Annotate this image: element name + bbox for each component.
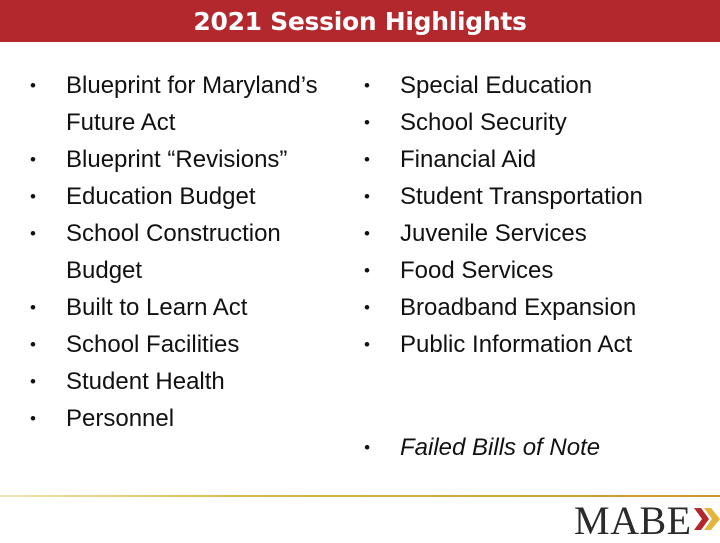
list-item: • Personnel	[24, 400, 360, 437]
left-bullet-list	[24, 67, 360, 437]
slide-title: 2021 Session Highlights	[193, 6, 527, 36]
logo-text: MABE	[574, 498, 692, 543]
list-item: • Food Services	[358, 252, 698, 289]
list-item: • School Facilities	[24, 326, 360, 363]
footer-divider	[0, 495, 720, 497]
list-item: • Juvenile Services	[358, 215, 698, 252]
arrow-chevron-icon	[694, 504, 720, 539]
list-item: • Student Health	[24, 363, 360, 400]
list-item: • School Security	[358, 104, 698, 141]
list-item: • Public Information Act	[358, 326, 698, 363]
list-item: • Built to Learn Act	[24, 289, 360, 326]
list-item: • Broadband Expansion	[358, 289, 698, 326]
list-item: • Financial Aid	[358, 141, 698, 178]
mabe-logo	[574, 498, 720, 543]
list-item: • Blueprint for Maryland’s Future Act	[24, 67, 360, 141]
right-bullet-list	[358, 67, 698, 363]
failed-bills-item: • Failed Bills of Note	[358, 429, 698, 466]
list-item: • Student Transportation	[358, 178, 698, 215]
list-item: • School Construction Budget	[24, 215, 360, 289]
list-item: • Blueprint “Revisions”	[24, 141, 360, 178]
list-item: • Special Education	[358, 67, 698, 104]
title-bar	[0, 0, 720, 42]
failed-bills-list	[358, 429, 698, 466]
list-item: • Education Budget	[24, 178, 360, 215]
